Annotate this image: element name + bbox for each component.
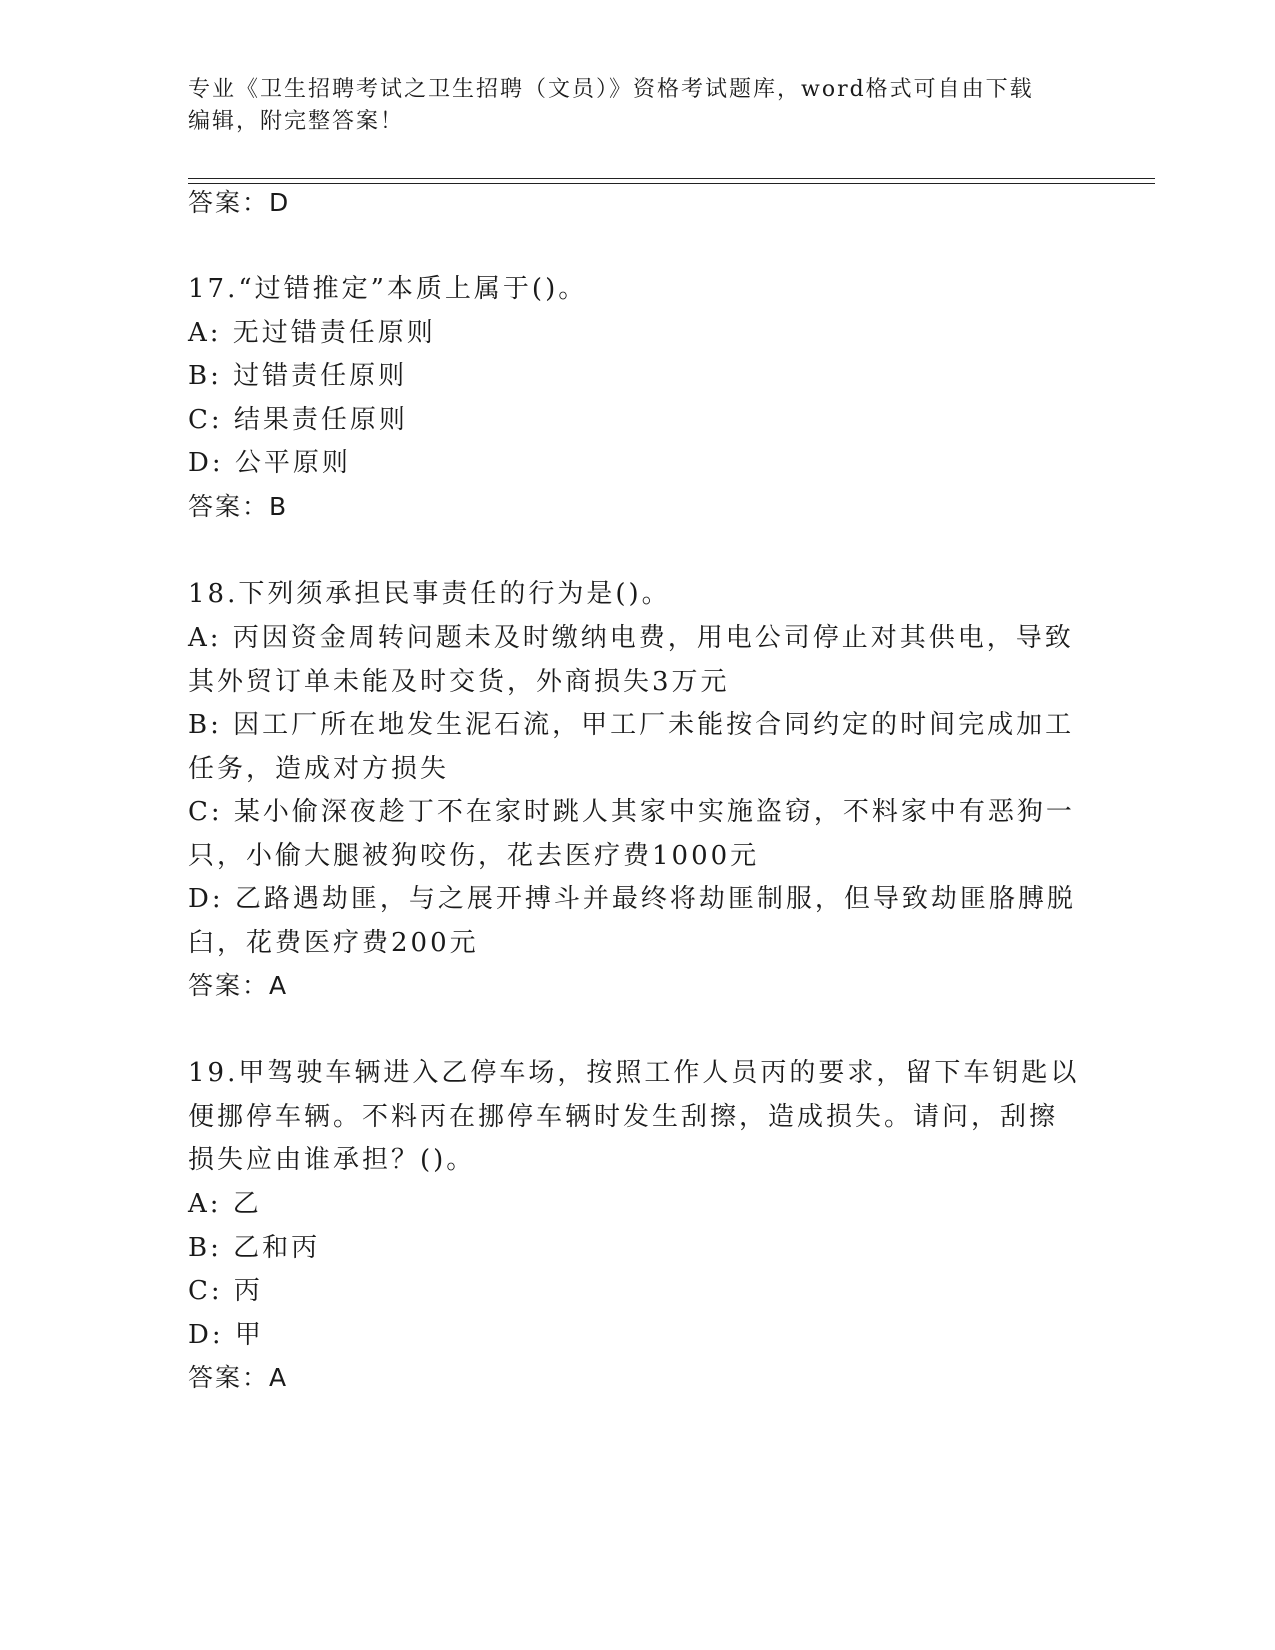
q19-option-b: B: 乙和丙 [188,1233,321,1263]
question-18: 18.下列须承担民事责任的行为是()。 [188,579,671,609]
q17-answer: 答案：B [188,492,289,521]
header-line-2: 编辑，附完整答案！ [188,109,405,134]
question-17: 17.“过错推定”本质上属于()。 [188,274,588,304]
q17-option-b: B: 过错责任原则 [188,361,408,391]
q18-option-d-line-1: D: 乙路遇劫匪，与之展开搏斗并最终将劫匪制服，但导致劫匪胳膊脱 [188,884,1076,914]
answer-prev: 答案：D [188,188,291,217]
q19-option-d: D: 甲 [188,1320,264,1350]
q17-option-d: D: 公平原则 [188,448,351,478]
q18-option-c-line-2: 只，小偷大腿被狗咬伤，花去医疗费1000元 [188,841,760,871]
q19-option-c: C: 丙 [188,1276,263,1306]
question-19-line-2: 便挪停车辆。不料丙在挪停车辆时发生刮擦，造成损失。请问，刮擦 [188,1102,1059,1132]
q18-option-d-line-2: 臼，花费医疗费200元 [188,928,479,958]
header-line-1: 专业《卫生招聘考试之卫生招聘（文员）》资格考试题库，word格式可自由下载 [188,77,1034,102]
q18-option-a-line-1: A: 丙因资金周转问题未及时缴纳电费，用电公司停止对其供电，导致 [188,623,1074,653]
document-header [188,74,1068,138]
q18-answer: 答案：A [188,971,289,1000]
question-19-line-3: 损失应由谁承担？()。 [188,1145,476,1175]
question-19-line-1: 19.甲驾驶车辆进入乙停车场，按照工作人员丙的要求，留下车钥匙以 [188,1058,1080,1088]
header-divider-top [188,178,1155,179]
q19-answer: 答案：A [188,1363,289,1392]
q17-option-c: C: 结果责任原则 [188,405,408,435]
q18-option-c-line-1: C: 某小偷深夜趁丁不在家时跳人其家中实施盗窃，不料家中有恶狗一 [188,797,1075,827]
q18-option-b-line-2: 任务，造成对方损失 [188,754,450,784]
q18-option-a-line-2: 其外贸订单未能及时交货，外商损失3万元 [188,667,730,697]
q19-option-a: A: 乙 [188,1189,262,1219]
q17-option-a: A: 无过错责任原则 [188,318,436,348]
q18-option-b-line-1: B: 因工厂所在地发生泥石流，甲工厂未能按合同约定的时间完成加工 [188,710,1075,740]
